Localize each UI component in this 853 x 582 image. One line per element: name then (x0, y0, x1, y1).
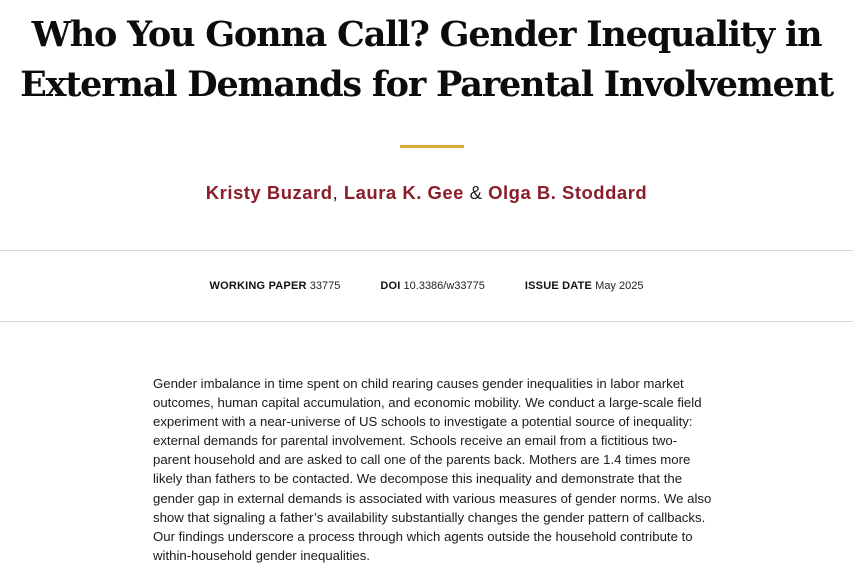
working-paper-label: WORKING PAPER (209, 280, 307, 292)
paper-title-line-2: External Demands for Parental Involvement (20, 64, 833, 105)
paper-title-line-1: Who You Gonna Call? Gender Inequality in (31, 14, 822, 55)
working-paper-number: 33775 (309, 280, 341, 292)
paper-title (0, 10, 853, 110)
accent-divider (400, 145, 464, 148)
doi-meta (380, 278, 485, 294)
author-link-olga-stoddard[interactable]: Olga B. Stoddard (488, 182, 648, 203)
author-list (0, 181, 853, 205)
author-separator-ampersand: & (469, 182, 483, 203)
issue-date-meta (525, 278, 644, 294)
doi-value: 10.3386/w33775 (403, 280, 485, 292)
author-link-laura-gee[interactable]: Laura K. Gee (343, 182, 464, 203)
abstract-text: Gender imbalance in time spent on child rearing causes gender inequalities in labor market outcomes, human capital accumulation, and economic mobility. We conduct a large-scale field experiment with a near-universe of US schools to investigate a potential source of inequality: external demands for parental involvement. Schools receive an email from a fictitious two-parent household and are asked to call one of the parents back. Mothers are 1.4 times more likely than fathers to be contacted. We decompose this inequality and demonstrate that the gender gap in external demands is associated with various measures of gender norms. We also show that signaling a father’s availability substantially changes the gender pattern of callbacks. Our findings underscore a process through which agents outside the household contribute to within-household gender inequalities. (153, 376, 712, 563)
paper-meta-bar (0, 278, 853, 294)
author-link-kristy-buzard[interactable]: Kristy Buzard (205, 182, 333, 203)
meta-top-divider (0, 250, 853, 251)
author-separator-comma: , (332, 182, 339, 203)
doi-label: DOI (380, 280, 401, 292)
issue-date-label: ISSUE DATE (524, 280, 593, 292)
issue-date-value: May 2025 (595, 280, 644, 292)
working-paper-meta (210, 278, 341, 294)
meta-bottom-divider (0, 321, 853, 322)
